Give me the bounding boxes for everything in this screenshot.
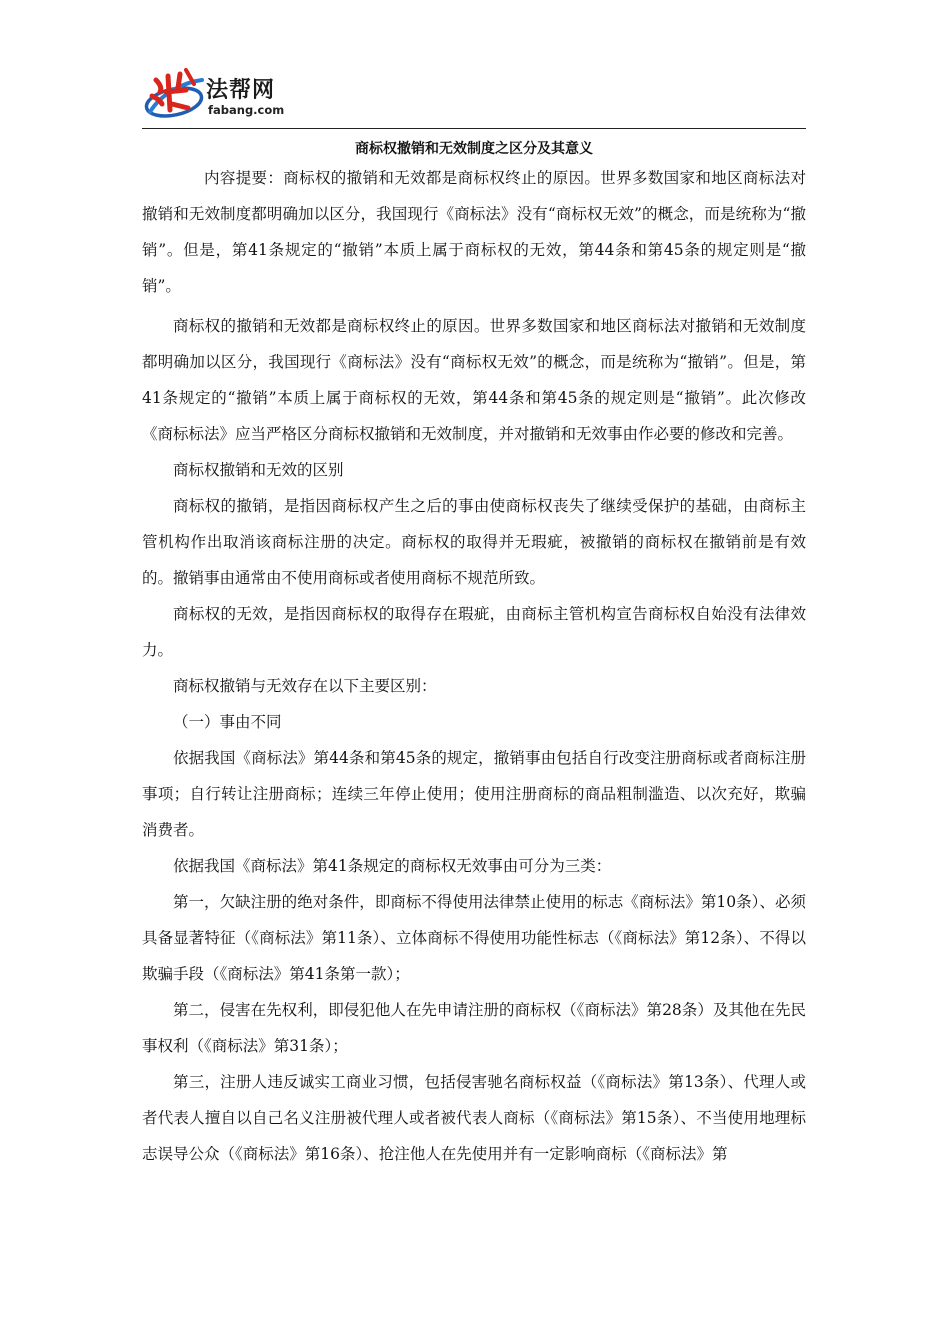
body-paragraph: 商标权的撤销，是指因商标权产生之后的事由使商标权丧失了继续受保护的基础，由商标主管机构作出取消该商标注册的决定。商标权的取得并无瑕疵，被撤销的商标权在撤销前是有效的。撤销事由通常由不使用商标或者使用商标不规范所致。 [142,497,806,587]
body-paragraph: 商标权的无效，是指因商标权的取得存在瑕疵，由商标主管机构宣告商标权自始没有法律效力。 [142,605,806,659]
section-heading: （一）事由不同 [173,713,282,731]
document-body [142,160,806,1172]
fabang-logo-icon [142,62,208,126]
section-heading: 商标权撤销和无效的区别 [173,461,344,479]
document-title: 商标权撤销和无效制度之区分及其意义 [355,141,593,157]
header-divider [142,128,806,129]
body-paragraph: 依据我国《商标法》第44条和第45条的规定，撤销事由包括自行改变注册商标或者商标注册事项；自行转让注册商标；连续三年停止使用；使用注册商标的商品粗制滥造、以次充好，欺骗消费者。 [142,749,806,839]
body-paragraph: 商标权的撤销和无效都是商标权终止的原因。世界多数国家和地区商标法对撤销和无效制度都明确加以区分，我国现行《商标法》没有“商标权无效”的概念，而是统称为“撤销”。但是，第41条规定的“撤销”本质上属于商标权的无效，第44条和第45条的规定则是“撤销”。此次修改《商标标法》应当严格区分商标权撤销和无效制度，并对撤销和无效事由作必要的修改和完善。 [142,317,806,443]
body-paragraph: 第一，欠缺注册的绝对条件，即商标不得使用法律禁止使用的标志《商标法》第10条）、必须具备显著特征（《商标法》第11条）、立体商标不得使用功能性标志（《商标法》第12条）、不得以欺骗手段（《商标法》第41条第一款）； [142,893,806,983]
body-paragraph: 第三，注册人违反诚实工商业习惯，包括侵害驰名商标权益（《商标法》第13条）、代理人或者代表人擅自以自己名义注册被代理人或者被代表人商标（《商标法》第15条）、不当使用地理标志误导公众（《商标法》第16条）、抢注他人在先使用并有一定影响商标（《商标法》第 [142,1073,806,1163]
body-paragraph: 商标权撤销与无效存在以下主要区别： [173,677,437,695]
page-header [142,62,806,126]
brand-name-en: fabang.com [208,103,285,117]
brand-name-cn: 法帮网 [206,78,276,103]
body-paragraph: 第二，侵害在先权利，即侵犯他人在先申请注册的商标权（《商标法》第28条）及其他在先民事权利（《商标法》第31条）； [142,1001,806,1055]
abstract-paragraph: 内容提要：商标权的撤销和无效都是商标权终止的原因。世界多数国家和地区商标法对撤销和无效制度都明确加以区分，我国现行《商标法》没有“商标权无效”的概念，而是统称为“撤销”。但是，第41条规定的“撤销”本质上属于商标权的无效，第44条和第45条的规定则是“撤销”。 [142,169,806,295]
body-paragraph: 依据我国《商标法》第41条规定的商标权无效事由可分为三类： [173,857,612,875]
site-logo [142,62,372,126]
